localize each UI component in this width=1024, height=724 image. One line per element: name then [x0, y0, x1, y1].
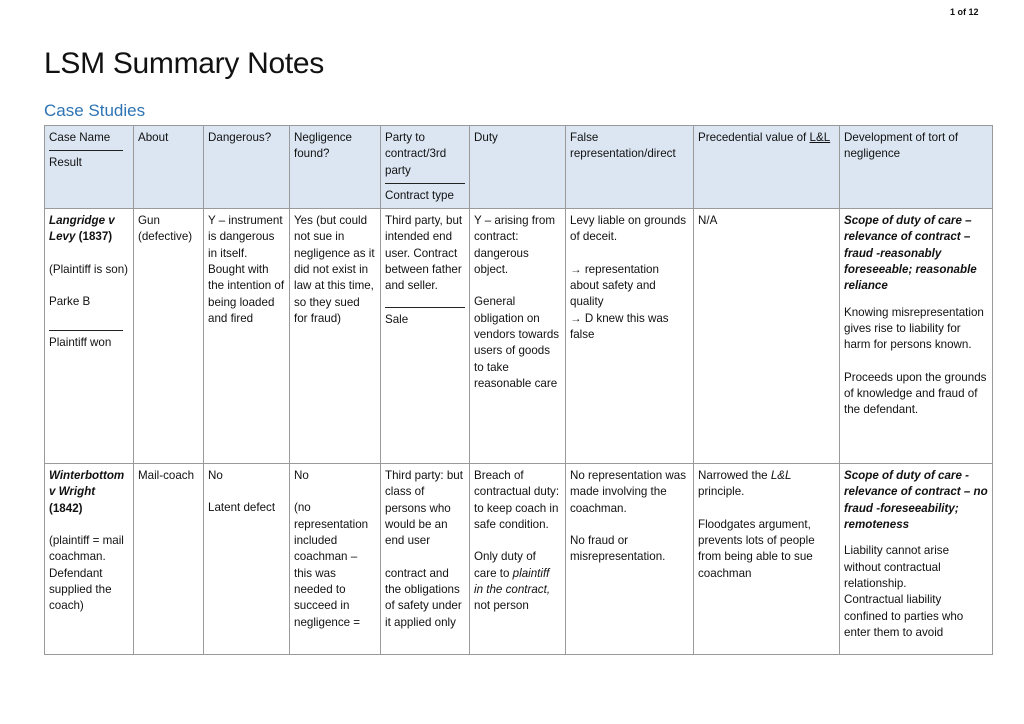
cell-development — [840, 464, 993, 655]
case-studies-table — [44, 125, 993, 655]
precedential-text-1-tail: principle. — [698, 485, 745, 499]
header-case-divider — [49, 150, 123, 151]
case-year: (1837) — [75, 230, 113, 244]
table-header-row — [45, 126, 993, 209]
cell-precedential-value: N/A — [694, 209, 840, 464]
negligence-text-1: No — [294, 469, 309, 483]
false-rep-text-2: No fraud or misrepresentation. — [570, 534, 666, 564]
case-judge: Parke B — [49, 295, 91, 309]
cell-dangerous — [204, 464, 290, 655]
case-year: (1842) — [49, 501, 83, 515]
cell-false-representation — [566, 209, 694, 464]
cell-duty — [470, 209, 566, 464]
duty-text-2: Only duty of care to — [474, 550, 536, 580]
duty-text-2: General obligation on vendors towards users of goods to take reasonable care — [474, 295, 560, 390]
header-duty: Duty — [470, 126, 566, 209]
page-indicator: 1 of 12 — [950, 7, 979, 17]
header-case-name-label: Case Name — [49, 131, 111, 144]
development-text-2: Liability cannot arise without contractual relationship. — [844, 544, 950, 590]
cell-about: Gun (defective) — [134, 209, 204, 464]
header-party-label: Party to contract/3rd party — [385, 131, 447, 177]
header-case-name — [45, 126, 134, 209]
duty-text-1: Breach of contractual duty: to keep coach in safe condition. — [474, 469, 560, 532]
development-text-3: Proceeds upon the grounds of knowledge and fraud of the defendant. — [844, 370, 987, 417]
header-false-representation: False representation/direct — [566, 126, 694, 209]
cell-negligence: Yes (but could not sue in negligence as it did not exist in law at this time, so they sued for fraud) — [290, 209, 381, 464]
party-divider — [385, 307, 465, 308]
header-contract-type-label: Contract type — [385, 188, 454, 202]
cell-false-representation — [566, 464, 694, 655]
case-note: (plaintiff = mail coachman. Defendant supplied the coach) — [49, 534, 124, 613]
party-text: Third party, but intended end user. Contract between father and seller. — [385, 214, 463, 293]
header-development: Development of tort of negligence — [840, 126, 993, 209]
duty-text-2-emphasis: plaintiff in the contract, — [474, 566, 551, 596]
party-text-2: contract and the obligations of safety under it applied only — [385, 566, 462, 629]
case-result: Plaintiff won — [49, 336, 112, 350]
false-rep-text-2: → representation about safety and quality — [570, 262, 659, 309]
table-row — [45, 464, 993, 655]
cell-about: Mail-coach — [134, 464, 204, 655]
case-note: (Plaintiff is son) — [49, 262, 129, 276]
table-row — [45, 209, 993, 464]
precedential-text-2: Floodgates argument, prevents lots of people from being able to sue coachman — [698, 517, 815, 580]
cell-case-name — [45, 209, 134, 464]
cell-precedential-value — [694, 464, 840, 655]
header-result-label: Result — [49, 156, 82, 170]
header-precedential-ll: L&L — [809, 131, 831, 144]
duty-text-1: Y – arising from contract: dangerous object. — [474, 214, 555, 277]
header-party-divider — [385, 183, 465, 184]
dangerous-text-1: No — [208, 469, 223, 483]
development-text-1: Scope of duty of care - relevance of contract – no fraud -foreseeability; remoteness — [844, 469, 988, 532]
case-name: Langridge v Levy — [49, 214, 115, 244]
dangerous-text-2: Latent defect — [208, 501, 276, 515]
header-dangerous: Dangerous? — [204, 126, 290, 209]
header-party — [381, 126, 470, 209]
cell-case-name — [45, 464, 134, 655]
header-negligence: Negligence found? — [290, 126, 381, 209]
party-text-1: Third party: but class of persons who would be an end user — [385, 469, 463, 548]
development-text-1: Scope of duty of care – relevance of contract – fraud -reasonably foreseeable; reasonable reliance — [844, 214, 977, 293]
document-title: LSM Summary Notes — [44, 47, 324, 80]
case-result-divider — [49, 330, 123, 331]
false-rep-text-1: No representation was made involving the coachman. — [570, 469, 686, 515]
case-name: Winterbottom v Wright — [49, 469, 125, 499]
false-rep-text-1: Levy liable on grounds of deceit. — [570, 214, 687, 244]
cell-duty — [470, 464, 566, 655]
development-text-2: Knowing misrepresentation gives rise to liability for harm for persons known. — [844, 305, 984, 352]
cell-party — [381, 464, 470, 655]
cell-negligence — [290, 464, 381, 655]
cell-development — [840, 209, 993, 464]
contract-type: Sale — [385, 312, 409, 326]
section-heading: Case Studies — [44, 101, 146, 120]
negligence-text-2: (no representation included coachman – this was needed to succeed in negligence = — [294, 501, 369, 629]
precedential-ll: L&L — [770, 469, 792, 483]
duty-text-2-tail: not person — [474, 599, 529, 613]
cell-dangerous: Y – instrument is dangerous in itself. Bought with the intention of being loaded and fired — [204, 209, 290, 464]
false-rep-text-3: → D knew this was false — [570, 311, 669, 341]
header-precedential-label: Precedential value of — [698, 131, 807, 144]
development-text-3: Contractual liability confined to parties who enter them to avoid — [844, 593, 964, 639]
precedential-text-1: Narrowed the — [698, 469, 771, 483]
cell-party — [381, 209, 470, 464]
header-precedential-value — [694, 126, 840, 209]
header-about: About — [134, 126, 204, 209]
